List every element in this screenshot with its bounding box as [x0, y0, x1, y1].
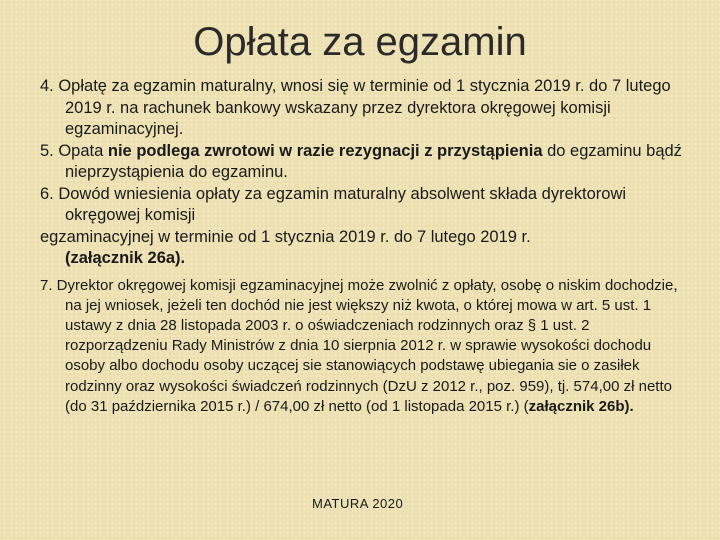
paragraph-4: 4. Opłatę za egzamin maturalny, wnosi się w terminie od 1 stycznia 2019 r. do 7 lutego 2019 r. na rachunek bankowy wskazany przez dyrektora okręgowej komisji egzaminacyjnej. — [40, 77, 671, 138]
paragraph-5 — [40, 141, 690, 184]
slide-footer: MATURA 2020 — [312, 496, 404, 511]
paragraph-6-continuation — [40, 227, 690, 270]
paragraph-5-end: do egzaminu bądź nieprzystąpienia do egzaminu. — [65, 141, 682, 181]
attachment-26a-reference: (załącznik 26a). — [65, 249, 186, 267]
paragraph-6-continuation-text: egzaminacyjnej w terminie od 1 stycznia 2019 r. do 7 lutego 2019 r. — [40, 227, 531, 246]
paragraph-7 — [40, 276, 690, 417]
attachment-26b-reference: załącznik 26b). — [528, 397, 634, 415]
paragraph-5-start: 5. Opata — [40, 141, 108, 160]
paragraph-7-text: 7. Dyrektor okręgowej komisji egzaminacyjnej może zwolnić z opłaty, osobę o niskim dochodzie, na jej wniosek, jeżeli ten dochód nie jest większy niż kwota, o której mowa w art. 5 ust. 1 ustawy z dnia 28 listopada 2003 r. o oświadczeniach rodzinnych oraz § 1 ust. 2 rozporządzeniu Rady Ministrów z dnia 10 sierpnia 2012 r. w sprawie wysokości dochodu osoby albo dochodu osoby uczącej sie stanowiących podstawę ubiegania sie o zasiłek rodzinny oraz wysokości świadczeń rodzinnych (DzU z 2012 r., poz. 959), tj. 574,00 zł netto (do 31 października 2015 r.) / 674,00 zł netto (od 1 listopada 2015 r.) ( — [40, 276, 678, 415]
paragraph-5-emphasis: nie podlega zwrotowi w razie rezygnacji z przystąpienia — [107, 141, 543, 160]
slide-body — [40, 76, 690, 417]
slide-title: Opłata za egzamin — [193, 20, 527, 64]
paragraph-6: 6. Dowód wniesienia opłaty za egzamin maturalny absolwent składa dyrektorowi okręgowej komisji — [40, 184, 627, 224]
